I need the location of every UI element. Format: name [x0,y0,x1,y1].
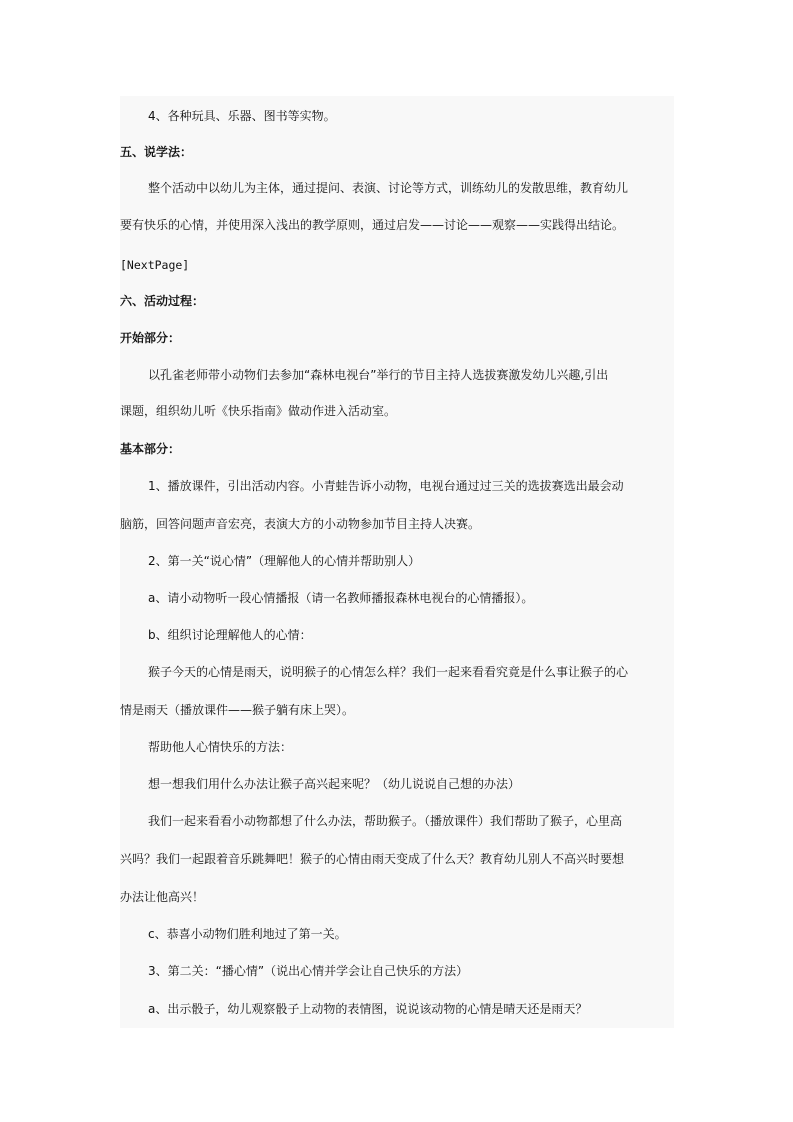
paragraph-line: 想一想我们用什么办法让猴子高兴起来呢？（幼儿说说自己想的办法） [148,777,521,791]
paragraph-line: a、请小动物听一段心情播报（请一名教师播报森林电视台的心情播报）。 [148,591,534,605]
paragraph-line: 1、播放课件，引出活动内容。小青蛙告诉小动物，电视台通过过三关的选拔赛选出最会动 [148,479,624,493]
paragraph-line: c、恭喜小动物们胜利地过了第一关。 [148,927,347,941]
material-item-4: 4、各种玩具、乐器、图书等实物。 [148,109,336,123]
paragraph-line: 情是雨天（播放课件——猴子躺有床上哭）。 [120,703,355,717]
paragraph-line: 猴子今天的心情是雨天，说明猴子的心情怎么样？我们一起来看看究竟是什么事让猴子的心 [148,665,629,679]
section-heading-activity-process: 六、活动过程： [120,294,205,308]
next-page-marker: [NextPage] [120,258,190,272]
paragraph-line: 脑筋，回答问题声音宏亮，表演大方的小动物参加节目主持人决赛。 [120,517,481,531]
paragraph-line: 2、第一关“说心情”（理解他人的心情并帮助别人） [148,554,421,568]
paragraph-line: 办法让他高兴！ [120,890,205,904]
paragraph-line: 兴吗？我们一起跟着音乐跳舞吧！猴子的心情由雨天变成了什么天？教育幼儿别人不高兴时要想 [120,852,625,866]
paragraph-line: b、组织讨论理解他人的心情： [148,628,312,642]
section-heading-study-method: 五、说学法： [120,145,193,159]
paragraph-line: 课题，组织幼儿听《快乐指南》做动作进入活动室。 [120,404,397,418]
document-body [120,96,674,1028]
paragraph-line: 整个活动中以幼儿为主体，通过提问、表演、讨论等方式，训练幼儿的发散思维，教育幼儿 [148,181,629,195]
subheading-opening: 开始部分： [120,331,181,345]
paragraph-line: 我们一起来看看小动物都想了什么办法，帮助猴子。（播放课件）我们帮助了猴子，心里高 [148,814,623,828]
paragraph-line: a、出示骰子，幼儿观察骰子上动物的表情图，说说该动物的心情是晴天还是雨天？ [148,1002,588,1016]
paragraph-line: 3、第二关：“播心情”（说出心情并学会让自己快乐的方法） [148,964,469,978]
subheading-basic: 基本部分： [120,442,181,456]
paragraph-line: 要有快乐的心情，并使用深入浅出的教学原则，通过启发——讨论——观察——实践得出结论。 [120,218,625,232]
paragraph-line: 帮助他人心情快乐的方法： [148,740,293,754]
paragraph-line: 以孔雀老师带小动物们去参加“森林电视台”举行的节目主持人选拔赛激发幼儿兴趣,引出 [148,368,609,382]
